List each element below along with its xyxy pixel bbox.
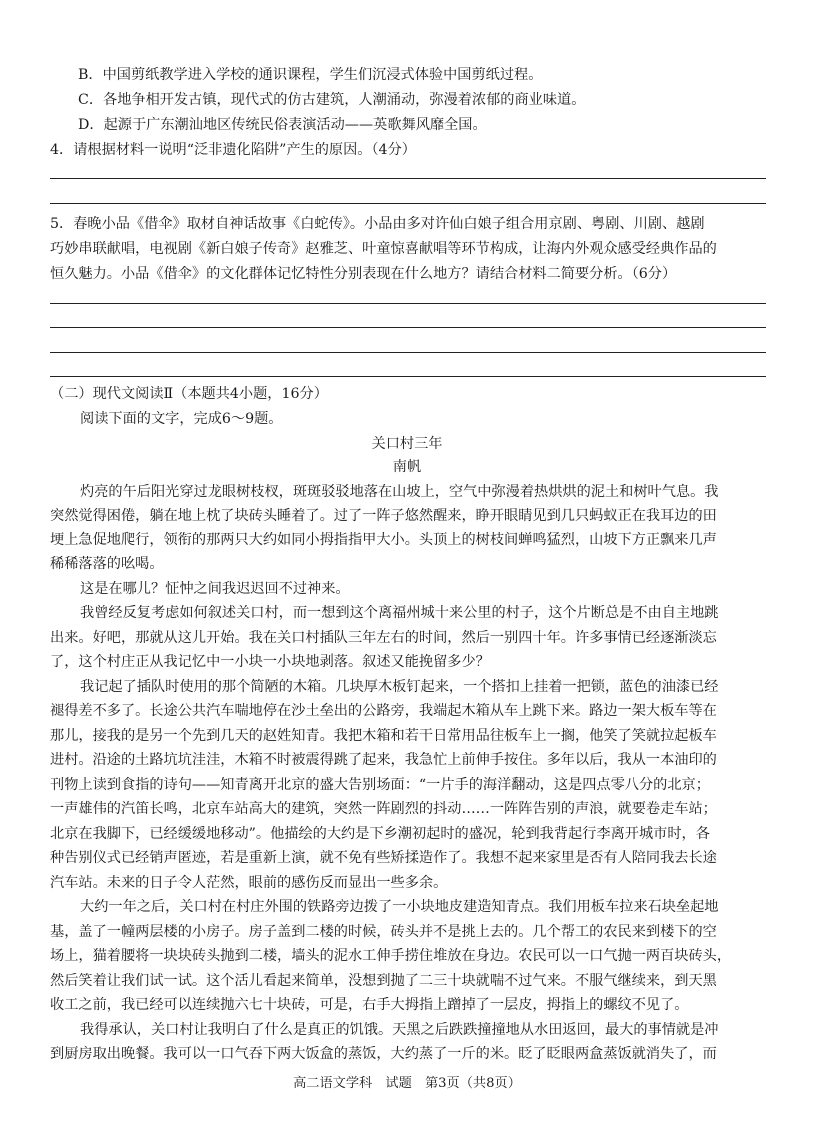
option-b: B．中国剪纸教学进入学校的通识课程，学生们沉浸式体验中国剪纸过程。 [78,67,543,83]
passage-line: 那儿，接我的是另一个先到几天的赵姓知青。我把木箱和若干日常用品往板车上一搁，他笑了笑就拉起板车 [50,728,717,744]
passage-line: 了，这个村庄正从我记忆中一小块一小块地剥落。叙述又能挽留多少？ [50,654,490,670]
passage-line: 我记起了插队时使用的那个简陋的木箱。几块厚木板钉起来，一个搭扣上挂着一把锁，蓝色的油漆已经 [80,679,719,695]
passage-line: 基，盖了一幢两层楼的小房子。房子盖到二楼的时候，砖头并不是挑上去的。几个帮工的农民来到楼下的空 [50,924,717,940]
question-5-line: 5．春晚小品《借伞》取材自神话故事《白蛇传》。小品由多对许仙白娘子组合用京剧、粤剧、川剧、越剧 [50,216,705,232]
passage-line: 刊物上读到食指的诗句——知青离开北京的盛大告别场面：“一片手的海洋翻动，这是四点零八分的北京； [50,777,710,793]
passage-line: 汽车站。未来的日子令人茫然，眼前的感伤反而显出一些多余。 [50,875,448,891]
option-c: C．各地争相开发古镇，现代式的仿古建筑，人潮涌动，弥漫着浓郁的商业味道。 [78,92,586,108]
answer-line[interactable] [50,376,766,377]
page-footer: 高二语文学科 试题 第3页（共8页） [293,1076,521,1091]
answer-line[interactable] [50,303,766,304]
passage-line: 褪得差不多了。长途公共汽车喘地停在沙土垒出的公路旁，我端起木箱从车上跳下来。路边一架大板车等在 [50,703,717,719]
passage-line: 这是在哪儿？怔忡之间我迟迟回不过神来。 [80,581,350,597]
question-5-line: 恒久魅力。小品《借伞》的文化群体记忆特性分别表现在什么地方？请结合材料二简要分析。（6分） [50,266,677,282]
question-4: 4．请根据材料一说明“泛非遗化陷阱”产生的原因。（4分） [50,142,416,158]
passage-line: 种告别仪式已经销声匿迹，若是重新上演，就不免有些矫揉造作了。我想不起来家里是否有人陪同我去长途 [50,850,717,866]
answer-line[interactable] [50,203,766,204]
section-instruction: 阅读下面的文字，完成6～9题。 [80,411,283,427]
passage-line: 到厨房取出晚餐。我可以一口气吞下两大饭盒的蒸饭，大约蒸了一斤的米。眨了眨眼两盒蒸饭就消失了，而 [50,1046,717,1062]
passage-line: 灼亮的午后阳光穿过龙眼树枝杈，斑斑驳驳地落在山坡上，空气中弥漫着热烘烘的泥土和树叶气息。我 [80,484,719,500]
passage-line: 埂上急促地爬行，领衔的那两只大约如同小拇指指甲大小。头顶上的树枝间蝉鸣猛烈，山坡下方正飘来几声 [50,532,717,548]
passage-line: 进村。沿途的土路坑坑洼洼，木箱不时被震得跳了起来，我急忙上前伸手按住。多年以后，我从一本油印的 [50,752,717,768]
section-header: （二）现代文阅读Ⅱ（本题共4小题，16分） [50,386,328,402]
passage-line: 我曾经反复考虑如何叙述关口村，而一想到这个离福州城十来公里的村子，这个片断总是不由自主地跳 [80,605,719,621]
passage-line: 我得承认，关口村让我明白了什么是真正的饥饿。天黑之后跌跌撞撞地从水田返回，最大的事情就是冲 [80,1022,719,1038]
passage-line: 出来。好吧，那就从这儿开始。我在关口村插队三年左右的时间，然后一别四十年。许多事情已经逐渐淡忘 [50,630,717,646]
passage-line: 收工之前，我已经可以连续抛六七十块砖，可是，右手大拇指上蹭掉了一层皮，拇指上的螺纹不见了。 [50,997,689,1013]
passage-line: 北京在我脚下，已经缓缓地移动”。他描绘的大约是下乡潮初起时的盛况，轮到我背起行李离开城市时，各 [50,826,710,842]
passage-author: 南帆 [392,459,422,475]
answer-line[interactable] [50,352,766,353]
passage-title: 关口村三年 [371,436,443,452]
passage-line: 大约一年之后，关口村在村庄外围的铁路旁边拨了一小块地皮建造知青点。我们用板车拉来石块垒起地 [80,899,719,915]
passage-line: 场上，猫着腰将一块块砖头抛到二楼，墙头的泥水工伸手捞住堆放在身边。农民可以一口气抛一两百块砖头， [50,948,732,964]
question-5-line: 巧妙串联献唱，电视剧《新白娘子传奇》赵雅芝、叶童惊喜献唱等环节构成，让海内外观众感受经典作品的 [50,241,717,257]
passage-line: 突然觉得困倦，躺在地上枕了块砖头睡着了。过了一阵子悠然醒来，睁开眼睛见到几只蚂蚁正在我耳边的田 [50,508,717,524]
option-d: D．起源于广东潮汕地区传统民俗表演活动——英歌舞风靡全国。 [78,117,487,133]
passage-line: 稀稀落落的吆喝。 [50,556,164,572]
answer-line[interactable] [50,327,766,328]
passage-line: 然后笑着让我们试一试。这个活儿看起来简单，没想到抛了二三十块就喘不过气来。不服气继续来，到天黑 [50,973,717,989]
answer-line[interactable] [50,178,766,179]
passage-line: 一声雄伟的汽笛长鸣，北京车站高大的建筑，突然一阵剧烈的抖动……一阵阵告别的声浪，就要卷走车站； [50,801,717,817]
